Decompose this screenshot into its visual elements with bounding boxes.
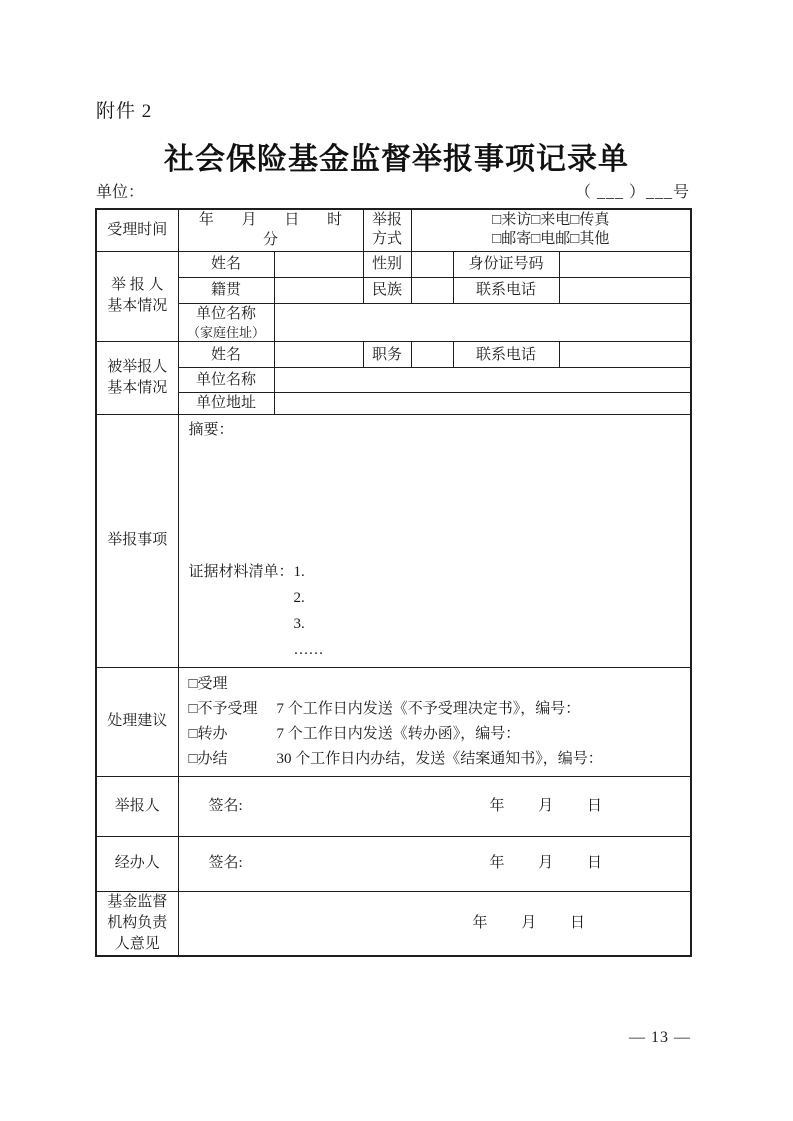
reported-phone-label: 联系电话 — [453, 342, 559, 368]
reporter-gender-label: 性别 — [363, 251, 411, 277]
summary-label: 摘要： — [188, 421, 234, 438]
reporter-id-value[interactable] — [559, 251, 691, 277]
evidence-items — [294, 559, 324, 663]
sign-handler-signature-label[interactable]: 签名: — [208, 855, 243, 872]
reporter-ethnic-label: 民族 — [363, 277, 411, 303]
evidence-list — [189, 559, 683, 663]
reporter-gender-value[interactable] — [411, 251, 453, 277]
checkbox-close[interactable]: □办结 — [188, 750, 228, 767]
reporter-ethnic-value[interactable] — [411, 277, 453, 303]
evidence-item-more: …… — [293, 641, 324, 658]
row-report-matter — [96, 414, 691, 667]
row-suggestion — [96, 667, 691, 776]
row-reporter-name — [96, 251, 691, 277]
suggestion-line-close: □办结 30 个工作日内办结，发送《结案通知书》，编号： — [189, 747, 683, 772]
evidence-item-3: 3. — [293, 615, 305, 632]
section-report-matter: 举报事项 — [96, 414, 178, 667]
suggestion-content — [178, 667, 691, 776]
row-opinion — [96, 891, 691, 956]
attachment-label: 附件 2 — [96, 101, 153, 122]
reporter-name-value[interactable] — [274, 251, 363, 277]
section-suggestion: 处理建议 — [96, 667, 178, 776]
sign-reporter-date[interactable]: 年 月 日 — [489, 797, 603, 814]
sign-handler-cell — [178, 836, 691, 891]
sign-handler-label: 经办人 — [96, 836, 178, 891]
reporter-origin-value[interactable] — [274, 277, 363, 303]
reporter-name-label: 姓名 — [178, 251, 274, 277]
row-accept-time — [96, 209, 691, 251]
method-options-line1[interactable]: □来访□来电□传真 — [492, 212, 610, 229]
report-matter-content[interactable] — [178, 414, 691, 667]
reported-unit-name-value[interactable] — [274, 368, 691, 393]
reported-phone-value[interactable] — [559, 342, 691, 368]
accept-time-blank[interactable]: 年 月 日 时 分 — [178, 209, 363, 251]
section-reported-info: 被举报人 基本情况 — [96, 342, 178, 414]
method-options-line2[interactable]: □邮寄□电邮□其他 — [492, 231, 610, 248]
row-reported-unit-name — [96, 368, 691, 393]
doc-number-blank: （ ___ ）___号 — [574, 184, 690, 201]
checkbox-accept[interactable]: □受理 — [188, 675, 228, 692]
report-record-table — [95, 208, 692, 957]
accept-time-label: 受理时间 — [96, 209, 178, 251]
page-title: 社会保险基金监督举报事项记录单 — [164, 143, 629, 176]
reported-unit-addr-value[interactable] — [274, 393, 691, 414]
evidence-item-1: 1. — [293, 563, 305, 580]
reporter-origin-label: 籍贯 — [178, 277, 274, 303]
report-method-label: 举报 方式 — [363, 209, 411, 251]
suggestion-line-accept — [189, 672, 683, 697]
report-method-options — [411, 209, 691, 251]
row-reported-unit-addr — [96, 393, 691, 414]
row-reporter-unit — [96, 303, 691, 342]
reporter-phone-value[interactable] — [559, 277, 691, 303]
sign-handler-date[interactable]: 年 月 日 — [489, 855, 603, 872]
checkbox-reject[interactable]: □不予受理 — [188, 700, 258, 717]
reported-unit-addr-label: 单位地址 — [178, 393, 274, 414]
reported-unit-name-label: 单位名称 — [178, 368, 274, 393]
row-sign-handler — [96, 836, 691, 891]
unit-label: 单位： — [96, 184, 145, 201]
opinion-date: 年 月 日 — [472, 914, 586, 931]
suggestion-line-reject: □不予受理 7 个工作日内发送《不予受理决定书》，编号： — [189, 697, 683, 722]
reporter-phone-label: 联系电话 — [453, 277, 559, 303]
row-reported-name — [96, 342, 691, 368]
section-opinion: 基金监督 机构负责 人意见 — [96, 891, 178, 956]
section-reporter-info: 举 报 人 基本情况 — [96, 251, 178, 342]
opinion-cell[interactable] — [178, 891, 691, 956]
row-reporter-origin — [96, 277, 691, 303]
checkbox-transfer[interactable]: □转办 — [188, 725, 228, 742]
reporter-id-label: 身份证号码 — [453, 251, 559, 277]
reporter-unit-label: 单位名称 （家庭住址） — [178, 303, 274, 342]
evidence-label: 证据材料清单： — [188, 563, 294, 580]
evidence-item-2: 2. — [293, 589, 305, 606]
suggestion-line-transfer: □转办 7 个工作日内发送《转办函》，编号： — [189, 722, 683, 747]
reporter-unit-value[interactable] — [274, 303, 691, 342]
subheader-row — [96, 179, 690, 202]
page-number: — 13 — — [629, 1029, 691, 1046]
reported-title-label: 职务 — [363, 342, 411, 368]
sign-reporter-label: 举报人 — [96, 776, 178, 836]
sign-reporter-cell — [178, 776, 691, 836]
row-sign-reporter — [96, 776, 691, 836]
reported-name-value[interactable] — [274, 342, 363, 368]
reported-name-label: 姓名 — [178, 342, 274, 368]
sign-reporter-signature-label[interactable]: 签名: — [208, 797, 243, 814]
reported-title-value[interactable] — [411, 342, 453, 368]
